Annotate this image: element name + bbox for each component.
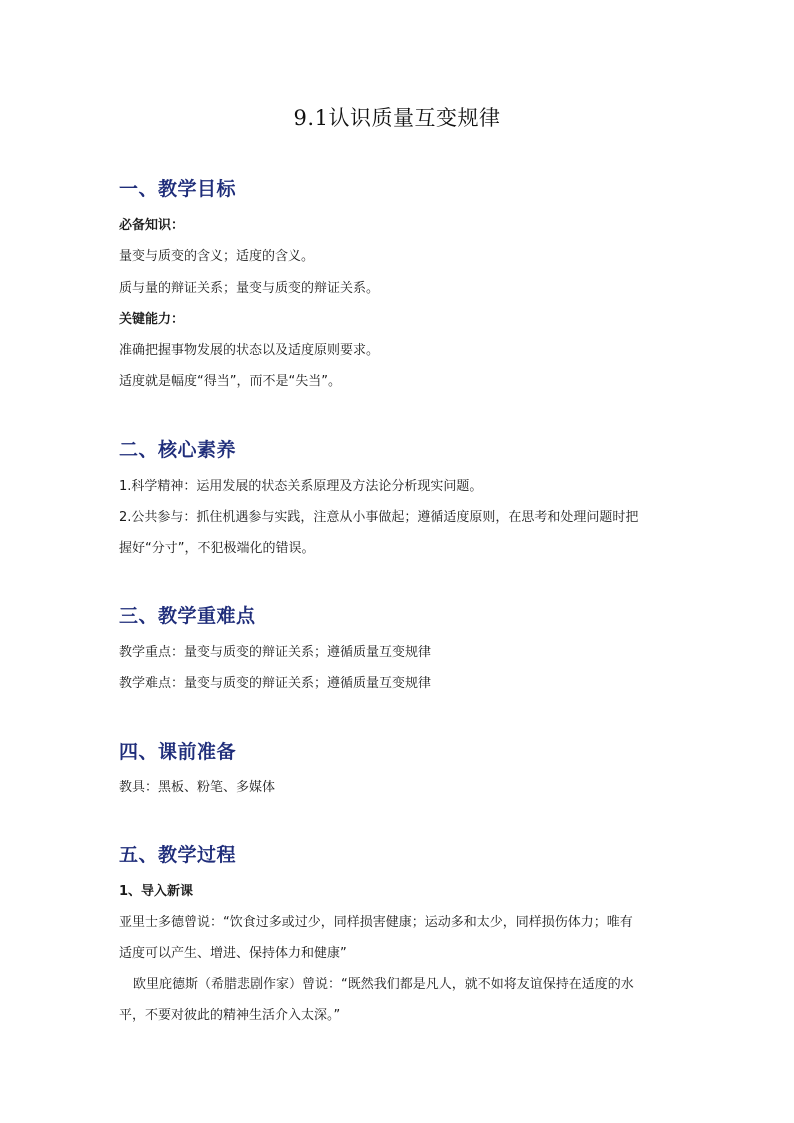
essential-knowledge-label: 必备知识： [119,218,185,233]
literacy-line: 握好“分寸”，不犯极端化的错误。 [119,541,315,556]
process-line: 亚里士多德曾说：“饮食过多或过少，同样损害健康；运动多和太少，同样损伤体力；唯有 [119,915,633,930]
key-ability-label: 关键能力： [119,312,185,327]
section-heading-process: 五、教学过程 [119,844,237,866]
essential-knowledge-item: 量变与质变的含义；适度的含义。 [119,249,315,264]
process-subheading: 1、导入新课 [119,884,194,899]
preparation-line: 教具：黑板、粉笔、多媒体 [119,780,276,795]
key-ability-item: 适度就是幅度“得当”，而不是“失当”。 [119,374,341,389]
literacy-line: 2.公共参与：抓住机遇参与实践，注意从小事做起；遵循适度原则，在思考和处理问题时把 [119,510,639,525]
process-line: 平，不要对彼此的精神生活介入太深。” [119,1008,341,1023]
process-line: 适度可以产生、增进、保持体力和健康” [119,946,347,961]
essential-knowledge-item: 质与量的辩证关系；量变与质变的辩证关系。 [119,281,380,296]
literacy-line: 1.科学精神：运用发展的状态关系原理及方法论分析现实问题。 [119,479,483,494]
section-heading-objectives: 一、教学目标 [119,178,237,200]
process-line: 欧里庇德斯（希腊悲剧作家）曾说：“既然我们都是凡人，就不如将友谊保持在适度的水 [133,977,634,992]
document-title: 9.1认识质量互变规律 [293,106,501,130]
key-point-line: 教学重点：量变与质变的辩证关系；遵循质量互变规律 [119,645,432,660]
key-ability-item: 准确把握事物发展的状态以及适度原则要求。 [119,343,380,358]
section-heading-key-points: 三、教学重难点 [119,605,256,627]
section-heading-literacy: 二、核心素养 [119,439,237,461]
key-point-line: 教学难点：量变与质变的辩证关系；遵循质量互变规律 [119,676,432,691]
section-heading-preparation: 四、课前准备 [119,741,237,763]
